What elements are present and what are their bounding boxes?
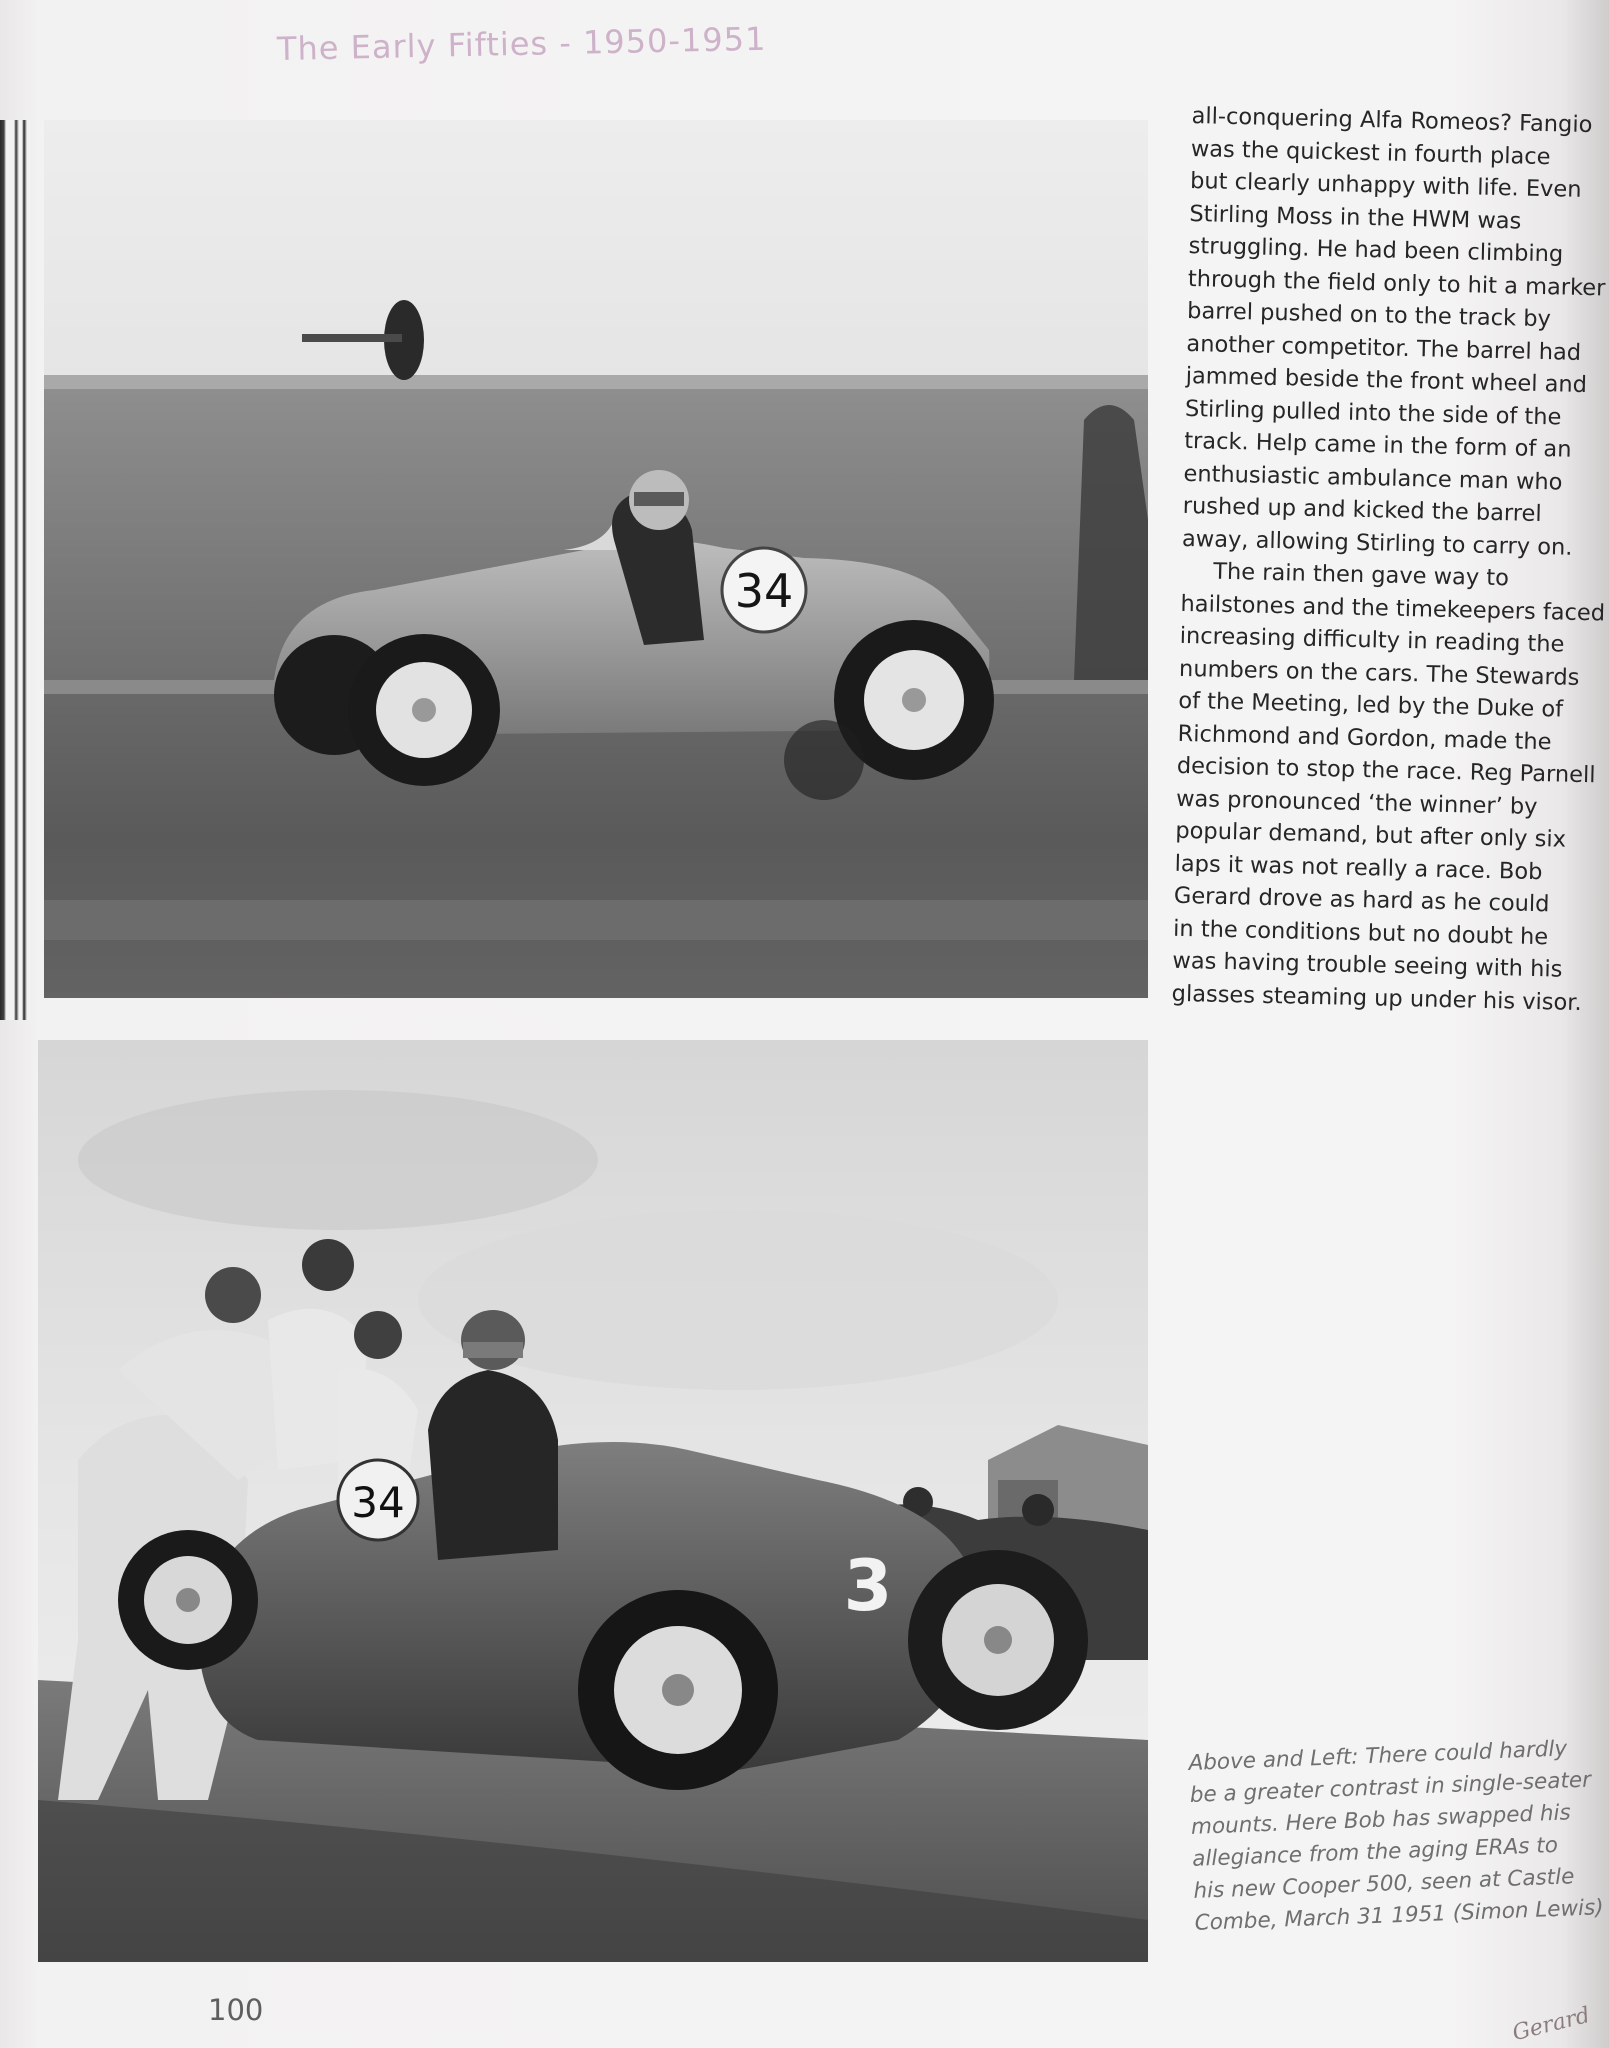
body-text-line: The rain then gave way to: [1213, 558, 1510, 592]
page-number: 100: [208, 1993, 264, 2027]
body-text-line: through the field only to hit a marker: [1187, 265, 1606, 301]
body-text-line: barrel pushed on to the track by: [1186, 297, 1552, 333]
caption-line: mounts. Here Bob has swapped his: [1190, 1800, 1572, 1840]
caption-line: Combe, March 31 1951 (Simon Lewis): [1194, 1895, 1605, 1936]
body-text-line: of the Meeting, led by the Duke of: [1178, 687, 1564, 723]
running-head: The Early Fifties - 1950-1951: [276, 19, 767, 68]
caption-line: his new Cooper 500, seen at Castle: [1193, 1864, 1575, 1904]
body-text-line: Gerard drove as hard as he could: [1173, 882, 1550, 918]
photo-caption: [1188, 1733, 1605, 1940]
body-text-line: rushed up and kicked the barrel: [1182, 492, 1542, 528]
body-text-line: track. Help came in the form of an: [1183, 427, 1572, 463]
body-text-line: another competitor. The barrel had: [1186, 330, 1582, 366]
body-text-line: was pronounced ‘the winner’ by: [1175, 785, 1538, 820]
body-text-line: away, allowing Stirling to carry on.: [1181, 525, 1573, 561]
body-text-line: but clearly unhappy with life. Even: [1189, 167, 1582, 203]
body-text-line: Stirling pulled into the side of the: [1184, 395, 1562, 430]
top-car-number: 34: [734, 564, 794, 618]
body-text-line: jammed beside the front wheel and: [1185, 362, 1588, 399]
body-text-line: popular demand, but after only six: [1175, 817, 1567, 853]
caption-line: allegiance from the aging ERAs to: [1191, 1832, 1559, 1872]
caption-line: Above and Left: There could hardly: [1188, 1736, 1568, 1776]
body-text-line: was having trouble seeing with his: [1172, 947, 1563, 983]
next-page-edge-text: Gerard: [1510, 2002, 1593, 2047]
body-text-line: glasses steaming up under his visor.: [1171, 980, 1582, 1016]
body-text-column: [1171, 100, 1606, 1019]
body-text-line: hailstones and the timekeepers faced: [1180, 590, 1606, 627]
body-text-line: in the conditions but no doubt he: [1172, 915, 1549, 950]
body-text-line: struggling. He had been climbing: [1188, 232, 1564, 268]
photo-racing-car-motion: [44, 120, 1148, 998]
body-text-line: was the quickest in fourth place: [1190, 135, 1551, 170]
bottom-car-number-nose: 3: [843, 1545, 893, 1627]
body-text-line: enthusiastic ambulance man who: [1183, 460, 1563, 495]
body-text-line: increasing difficulty in reading the: [1179, 622, 1565, 658]
book-spine: [0, 120, 30, 1020]
body-text-line: Richmond and Gordon, made the: [1177, 720, 1552, 755]
body-text-line: numbers on the cars. The Stewards: [1178, 655, 1580, 691]
body-text-line: laps it was not really a race. Bob: [1174, 850, 1543, 885]
body-text-line: all-conquering Alfa Romeos? Fangio: [1191, 102, 1593, 139]
bottom-car-number-side: 34: [351, 1478, 405, 1527]
caption-line: be a greater contrast in single-seater: [1189, 1767, 1592, 1808]
body-text-line: decision to stop the race. Reg Parnell: [1176, 752, 1596, 789]
photo-car-being-pushed: [38, 1040, 1148, 1962]
body-text-line: Stirling Moss in the HWM was: [1189, 200, 1522, 234]
